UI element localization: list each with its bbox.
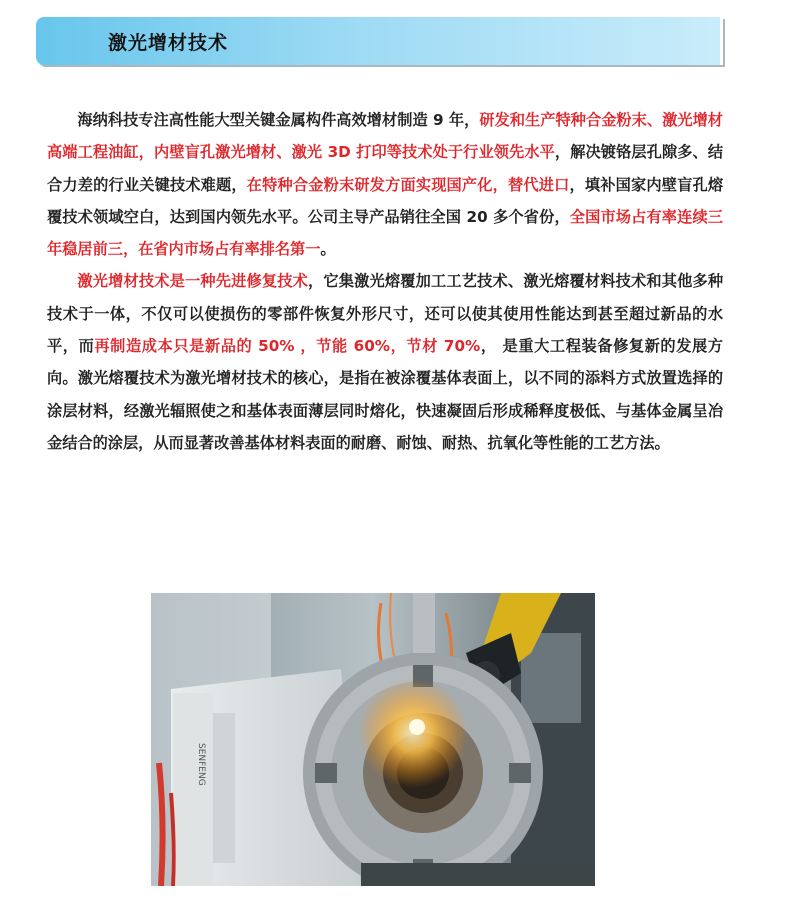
highlight-segment: 再制造成本只是新品的 50% ，节能 60%，节材 70% — [94, 337, 481, 356]
paragraph-2 — [47, 265, 723, 459]
text-segment: ，它集激光熔覆加工工艺技术、激光熔覆材料技术和其他多种技术于一体，不仅可以使损伤的零部件恢复外形尺寸，还可以使其使用性能达到甚至超过新品的水平，而 — [47, 272, 724, 356]
laser-cladding-photo — [151, 593, 595, 886]
text-segment: 。 — [320, 240, 336, 259]
highlight-segment: 激光增材技术是一种先进修复技术 — [77, 272, 309, 291]
machine-label: SENFENG — [196, 743, 206, 786]
highlight-segment: 在特种合金粉末研发方面实现国产化，替代进口 — [246, 175, 570, 194]
section-title: 激光增材技术 — [108, 32, 229, 54]
highlight-segment: 研发和生产特种合金粉末、激光增材高端工程油缸，内壁盲孔激光增材、激光 3D 打印等技术处于行业领先水平 — [47, 111, 723, 162]
paragraph-1 — [47, 104, 723, 265]
article-body — [47, 104, 723, 459]
text-segment: ，填补国家内壁盲孔熔覆技术领域空白，达到国内领先水平。公司主导产品销往全国 20 多个省份， — [47, 175, 724, 226]
text-segment: ， 是重大工程装备修复新的发展方向。激光熔覆技术为激光增材技术的核心，是指在被涂覆基体表面上，以不同的添料方式放置选择的涂层材料，经激光辐照使之和基体表面薄层同时熔化，快速凝固后形成稀释度极低、与基体金属呈冶金结合的涂层，从而显著改善基体材料表面的耐磨、耐蚀、耐热、抗氧化等性能的工艺方法。 — [47, 337, 723, 452]
highlight-segment: 全国市场占有率连续三年稳居前三，在省内市场占有率排名第一 — [47, 207, 723, 259]
text-segment: 海纳科技专注高性能大型关键金属构件高效增材制造 9 年， — [77, 111, 480, 129]
text-segment: ，解决镀铬层孔隙多、结合力差的行业关键技术难题， — [47, 143, 724, 194]
section-header-bar — [36, 17, 723, 65]
